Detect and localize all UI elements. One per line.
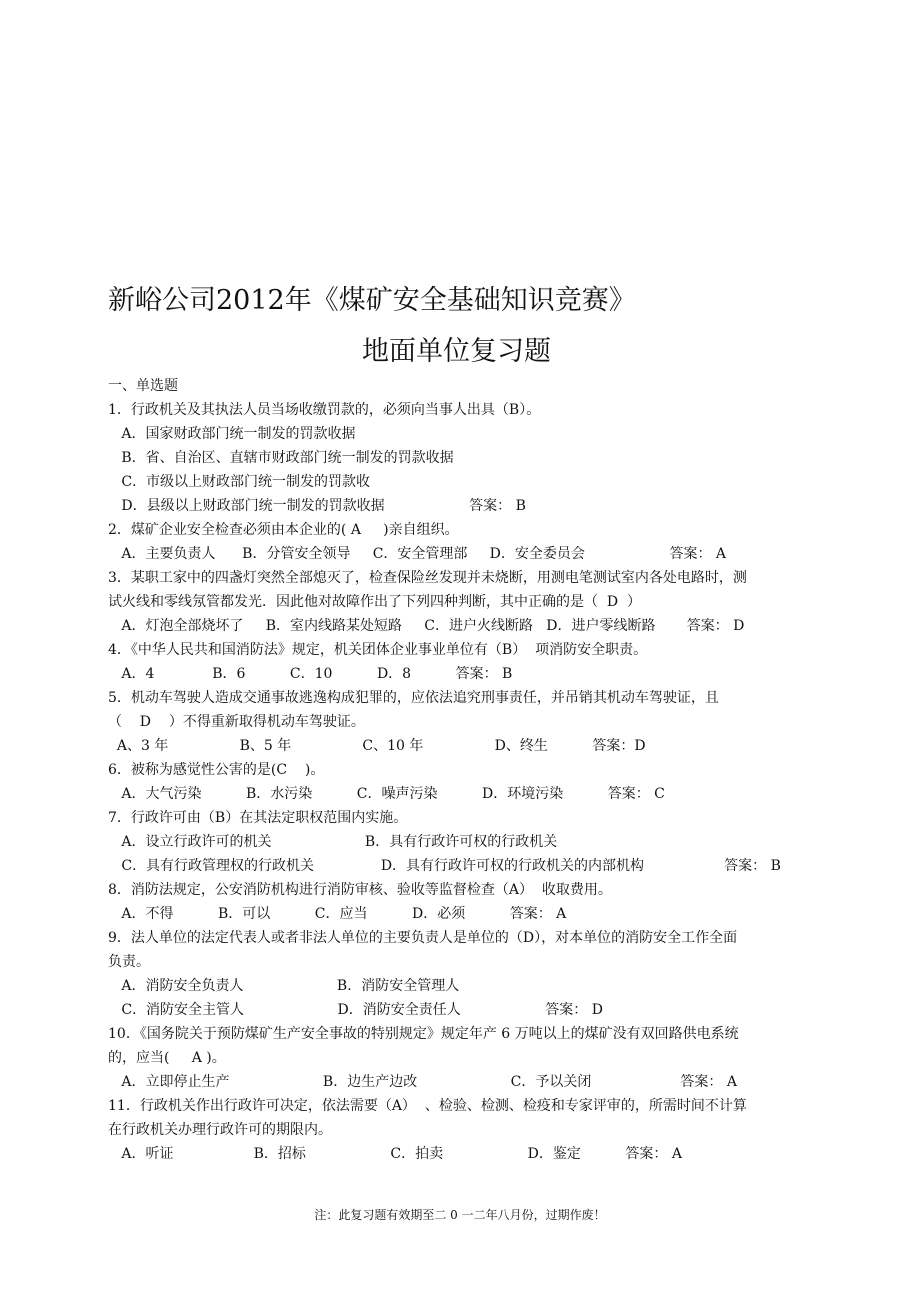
question-line: 2．煤矿企业安全检查必须由本企业的( A )亲自组织。 [108, 522, 459, 538]
question-line: A．听证 B．招标 C．拍卖 D．鉴定 答案： A [108, 1146, 682, 1162]
question-line: 10．《国务院关于预防煤矿生产安全事故的特别规定》规定年产 6 万吨以上的煤矿没有双回路供电系统 [108, 1026, 739, 1042]
question-line: C．市级以上财政部门统一制发的罚款收 [108, 474, 371, 490]
question-line: A．国家财政部门统一制发的罚款收据 [108, 426, 356, 442]
question-line: A．主要负责人 B．分管安全领导 C．安全管理部 D．安全委员会 答案： A [108, 546, 727, 562]
document-title: 新峪公司2012年《煤矿安全基础知识竞赛》 [108, 285, 636, 316]
question-line: A、3 年 B、5 年 C、10 年 D、终生 答案：D [108, 738, 646, 754]
document-subtitle: 地面单位复习题 [362, 336, 551, 367]
question-line: 的，应当( A )。 [108, 1050, 226, 1066]
question-line: 4．《中华人民共和国消防法》规定，机关团体企业事业单位有（B） 项消防安全职责。 [108, 642, 648, 658]
question-lines [108, 398, 820, 1166]
question-line: A．不得 B．可以 C．应当 D．必须 答案： A [108, 906, 567, 922]
question-line: 7．行政许可由（B）在其法定职权范围内实施。 [108, 810, 408, 826]
question-line: C．具有行政管理权的行政机关 D．具有行政许可权的行政机关的内部机构 答案： B [108, 858, 781, 874]
question-list [108, 374, 820, 1166]
question-line: B．省、自治区、直辖市财政部门统一制发的罚款收据 [108, 450, 454, 466]
question-line: 在行政机关办理行政许可的期限内。 [108, 1122, 332, 1138]
question-line: 试火线和零线氖管都发光．因此他对故障作出了下列四种判断，其中正确的是（ D ） [108, 594, 642, 610]
question-line: 6．被称为感觉性公害的是(C )。 [108, 762, 325, 778]
question-line: A．设立行政许可的机关 B．具有行政许可权的行政机关 [108, 834, 558, 850]
question-line: 8．消防法规定，公安消防机构进行消防审核、验收等监督检查（A） 收取费用。 [108, 882, 612, 898]
footer-note: 注：此复习题有效期至二 0 一二年八月份，过期作废！ [314, 1208, 606, 1222]
question-line: A．消防安全负责人 B．消防安全管理人 [108, 978, 460, 994]
question-line: 1．行政机关及其执法人员当场收缴罚款的，必须向当事人出具（B）。 [108, 402, 541, 418]
question-line: 9．法人单位的法定代表人或者非法人单位的主要负责人是单位的（D），对本单位的消防安全工作全面 [108, 930, 738, 946]
question-line: 3．某职工家中的四盏灯突然全部熄灭了，检查保险丝发现并未烧断，用测电笔测试室内各处电路时，测 [108, 570, 747, 586]
question-line: 5．机动车驾驶人造成交通事故逃逸构成犯罪的，应依法追究刑事责任，并吊销其机动车驾驶证，且 [108, 690, 719, 706]
question-line: 负责。 [108, 954, 150, 970]
question-line: A．立即停止生产 B．边生产边改 C．予以关闭 答案： A [108, 1074, 737, 1090]
question-line: C．消防安全主管人 D．消防安全责任人 答案： D [108, 1002, 603, 1018]
question-line: （ D ）不得重新取得机动车驾驶证。 [108, 714, 365, 730]
question-line: A．大气污染 B．水污染 C．噪声污染 D．环境污染 答案： C [108, 786, 665, 802]
question-line: A．4 B．6 C．10 D．8 答案： B [108, 666, 513, 682]
question-line: D．县级以上财政部门统一制发的罚款收据 答案： B [108, 498, 526, 514]
question-line: 11．行政机关作出行政许可决定，依法需要（A） 、检验、检测、检疫和专家评审的，所需时间不计算 [108, 1098, 747, 1114]
section-heading: 一、单选题 [108, 378, 178, 394]
question-line: A．灯泡全部烧坏了 B．室内线路某处短路 C．进户火线断路 D．进户零线断路 答案： D [108, 618, 745, 634]
